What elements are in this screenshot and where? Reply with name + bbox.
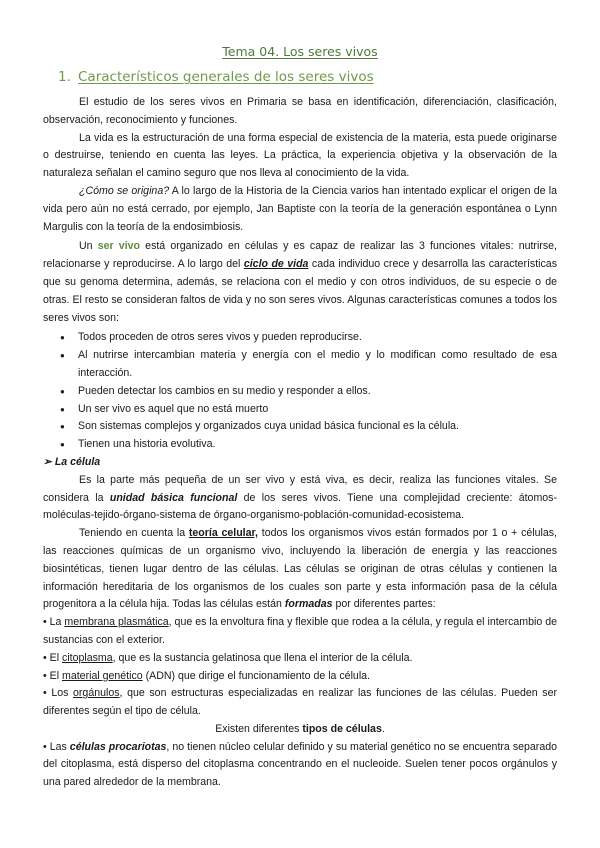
term-unidad-basica: unidad básica funcional [109,491,238,504]
section-title: Característicos generales de los seres vivos [78,69,374,85]
text-run: • El [43,651,63,664]
term-membrana: membrana plasmática [64,616,169,629]
text-run: Es la parte más pequeña de un ser vivo y está viva, es decir, realiza las funciones vitales. Se considera la [43,473,557,504]
term-teoria-celular: teoría celular, [188,527,258,540]
list-item: ● Pueden detectar los cambios en su medio y responder a ellos. [43,383,557,401]
text-run: Teniendo en cuenta la [79,527,189,540]
list-item: ● Todos proceden de otros seres vivos y pueden reproducirse. [43,329,557,347]
text-run: , que son estructuras especializadas en realizar las funciones de las células. Pueden ser diferentes según el tipo de célula. [43,687,557,718]
text-run: , no tienen núcleo celular definido y su material genético no se encuentra separado del citoplasma, está disperso del citoplasma concentrando en el nucleoide. Suelen tener pocos orgánulos y una pared alrededor de la membrana. [43,740,557,789]
text-run: Existen diferentes [215,722,303,735]
text-run: cada individuo crece y desarrolla las características que su genoma determina, además, se relaciona con el medio y con otros individuos, de su especie o de otras. El resto se consideran faltos de vida y no son seres vivos. Algunas características comunes a todos los seres vivos son: [43,258,557,324]
text-run: Un [79,240,98,253]
parte-organulos [43,685,557,721]
parte-citoplasma [43,650,557,668]
paragraph-origen-text: A lo largo de la Historia de la Ciencia varios han intentado explicar el origen de la vida pero aún no está cerrado, por ejemplo, Jan Baptiste con la teoría de la generación espontánea o Lynn Margulis con la teoría de la endosimbiosis. [43,184,557,233]
list-item: ● Son sistemas complejos y organizados cuya unidad básica funcional es la célula. [43,418,557,436]
list-item: ● Al nutrirse intercambian materia y energía con el medio y lo modifican como resultado de esa interacción. [43,347,557,383]
paragraph-celula [43,472,557,525]
subheading-celula: ➢ La célula [43,455,101,468]
text-run: • La [43,616,65,629]
section-heading [58,69,374,85]
parte-material-genetico [43,668,557,686]
text-run: , que es la envoltura fina y flexible que rodea a la célula, y regula el intercambio de sustancias con el exterior. [43,616,557,646]
text-run: todos los organismos vivos están formados por 1 o + células, las reacciones químicas de un organismo vivo, incluyendo la liberación de energía y las reacciones biosintéticas, tienen lugar dentro de las células. Las células se originan de otras células y contienen la información hereditaria de los organismos de los cuales son parte y esta información pasa de la célula progenitora a la célula hija. Todas las células están [43,527,557,611]
characteristics-list [43,329,557,454]
paragraph-intro: El estudio de los seres vivos en Primaria se basa en identificación, diferenciación, clasificación, observación, reconocimiento y funciones. [43,96,557,126]
list-item: ● Tienen una historia evolutiva. [43,436,557,454]
term-formadas: formadas [284,598,333,611]
paragraph-origen [43,183,557,236]
text-run: de los seres vivos. Tiene una complejidad creciente: átomos-moléculas-tejido-órgano-sistema de órgano-organismo-población-comunidad-ecosistema. [43,491,557,522]
term-ciclo-de-vida: ciclo de vida [243,258,309,271]
text-run: . [381,722,385,735]
question-text: ¿Cómo se origina? [79,184,170,197]
term-tipos-celulas: tipos de células [302,722,382,735]
text-run: • Los [43,687,74,700]
text-run: , que es la sustancia gelatinosa que llena el interior de la célula. [112,651,413,664]
tipos-heading [43,721,557,739]
list-item: ● Un ser vivo es aquel que no está muerto [43,401,557,419]
page-title: Tema 04. Los seres vivos [222,44,378,59]
text-run: • El [43,669,63,682]
term-organulos: orgánulos [73,687,120,700]
term-procariotas: células procariotas [69,740,167,753]
term-ser-vivo: ser vivo [97,240,140,253]
paragraph-teoria-celular [43,525,557,614]
term-material-genetico: material genético [62,669,143,682]
section-number: 1. [58,69,71,85]
document-body [43,94,557,792]
text-run: • Las [43,740,70,753]
paragraph-procariotas [43,739,557,792]
text-run: está organizado en células y es capaz de realizar las 3 funciones vitales: nutrirse, relacionarse y reproducirse. A lo largo del [43,240,557,271]
parte-membrana [43,614,557,650]
text-run: por diferentes partes: [332,598,436,611]
term-citoplasma: citoplasma [62,651,113,664]
paragraph-ser-vivo [43,238,557,327]
paragraph-vida: La vida es la estructuración de una forma especial de existencia de la materia, esta puede originarse o destruirse, teniendo en cuenta las leyes. La práctica, la experiencia objetiva y la observación de la naturaleza señalan el camino seguro que nos lleva al conocimiento de la vida. [43,131,557,180]
text-run: (ADN) que dirige el funcionamiento de la célula. [142,669,371,682]
